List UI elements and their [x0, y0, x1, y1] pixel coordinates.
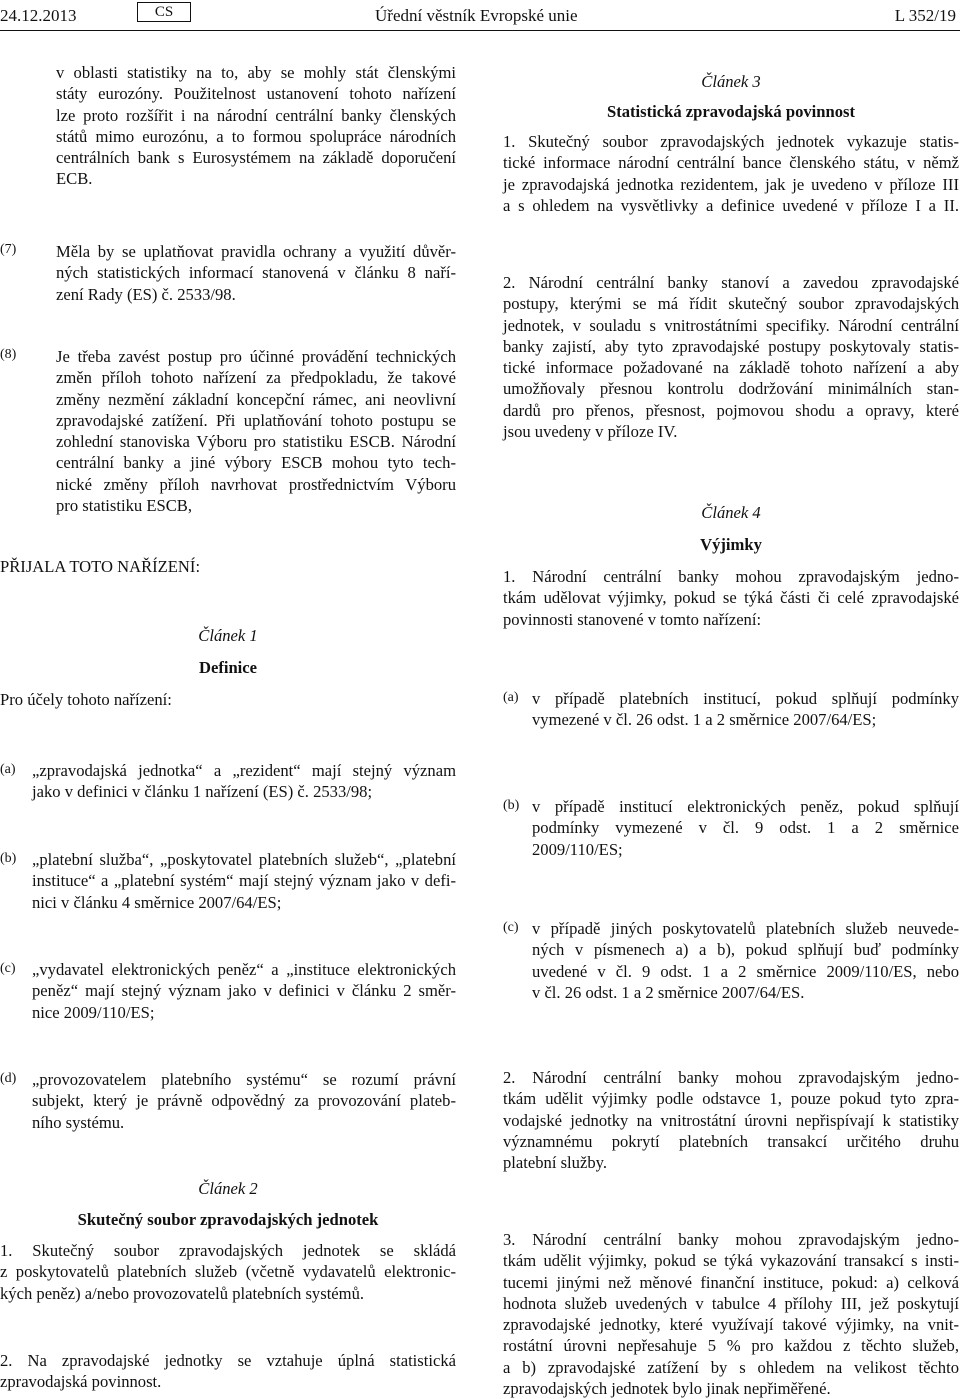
recital-7-text-line: Měla by se uplatňovat pravidla ochrany a využití důvěr-: [56, 242, 456, 261]
header-page-number: L 352/19: [894, 6, 956, 25]
article-2-title: Skutečný soubor zpravodajských jednotek: [77, 1210, 379, 1229]
recital-8-text-line: změn příloh tohoto nařízení za předpokladu, že takové: [56, 368, 456, 388]
recital-8-text-line: změny nezmění základní koncepční rámec, ani neovlivní: [56, 389, 456, 409]
definition-d-text: [32, 1069, 456, 1133]
recital-8-text-line: nické změny příloh navrhovat prostřednictvím Výboru: [56, 474, 456, 494]
definition-c-label: (c): [0, 961, 16, 976]
article-4-paragraph-1-line: 1. Národní centrální banky mohou zpravodajským jedno-: [503, 567, 959, 586]
article-3-paragraph-2-line: tické informace požadované na základě tohoto nařízení a aby: [503, 358, 959, 378]
article-3-paragraph-1-line: je zpravodajská jednotka rezidentem, jak je uvedeno v příloze III: [503, 174, 959, 194]
article-3-paragraph-1-line: tické informace národní centrální bance členského státu, v němž: [503, 153, 959, 173]
intro-paragraph-line: států mimo eurozónu, a to formou spolupráce národních: [56, 126, 456, 146]
exemption-c-text: [532, 918, 959, 1003]
exemption-a-text-line: vymezené v čl. 26 odst. 1 a 2 směrnice 2007/64/ES;: [532, 710, 877, 730]
article-4-paragraph-2-line: 2. Národní centrální banky mohou zpravodajským jedno-: [503, 1068, 959, 1087]
header-journal: Úřední věstník Evropské unie: [375, 6, 578, 25]
article-2-paragraph-1-line: 1. Skutečný soubor zpravodajských jednotek se skládá: [0, 1241, 456, 1260]
article-3-paragraph-2-line: umožňovaly přesnou kontrolu dodržování minimálních stan-: [503, 379, 959, 399]
definition-b-text-line: instituce“ a „platební systém“ mají stejný význam jako v defi-: [32, 871, 456, 891]
exemption-b-text-line: v případě institucí elektronických peněz, pokud splňují: [532, 797, 959, 816]
exemption-c-text-line: uvedené v čl. 9 odst. 1 a 2 směrnice 2009/110/ES, nebo: [532, 961, 959, 981]
article-3-paragraph-2-line: jsou uvedeny v příloze IV.: [503, 422, 678, 442]
exemption-c-text-line: v případě jiných poskytovatelů platebních služeb neuvede-: [532, 919, 959, 938]
definition-a-text: [32, 760, 456, 803]
recital-8-label: (8): [0, 347, 17, 362]
exemption-c-text-line: v čl. 26 odst. 1 a 2 směrnice 2007/64/ES.: [532, 982, 805, 1002]
recital-8-text-line: zohlední stanoviska Výboru pro statistiku ESCB. Národní: [56, 432, 456, 452]
article-3-paragraph-1-line: 1. Skutečný soubor zpravodajských jednotek vykazuje statis-: [503, 132, 959, 151]
intro-paragraph: [56, 62, 456, 190]
recital-7-text-line: zení Rady (ES) č. 2533/98.: [56, 284, 236, 304]
article-3-paragraph-2-line: dardů pro přenos, přesnost, pojmovou shodu a opravy, které: [503, 400, 959, 420]
definition-c-text: [32, 959, 456, 1023]
article-2-paragraph-2: [0, 1350, 456, 1393]
recital-8-text-line: pro statistiku ESCB,: [56, 496, 192, 516]
page-header: [0, 2, 960, 30]
article-2-paragraph-1-line: z poskytovatelů platebních služeb (včetně vydavatelů elektronic-: [0, 1262, 456, 1282]
recital-8-text-line: Je třeba zavést postup pro účinné provádění technických: [56, 347, 456, 366]
article-2-paragraph-2-line: zpravodajská povinnost.: [0, 1372, 162, 1392]
definition-a-text-line: „zpravodajská jednotka“ a „rezident“ mají stejný význam: [32, 761, 456, 780]
article-2-label: Článek 2: [198, 1179, 258, 1198]
article-4-paragraph-3-line: zpravodajské jednotky, které využívají takové výjimky, na vnit-: [503, 1315, 959, 1335]
article-2-paragraph-1: [0, 1240, 456, 1304]
article-3-title: Statistická zpravodajská povinnost: [606, 102, 856, 121]
header-date: 24.12.2013: [0, 6, 77, 25]
exemption-b-text-line: 2009/110/ES;: [532, 839, 623, 859]
article-4-paragraph-3-line: tkám udělit výjimky, pokud se týká vykazování transakcí s insti-: [503, 1251, 959, 1271]
exemption-b-label: (b): [503, 798, 520, 813]
intro-paragraph-line: v oblasti statistiky na to, aby se mohly stát členskými: [56, 63, 456, 82]
definition-b-text: [32, 849, 456, 913]
exemption-a-label: (a): [503, 690, 519, 705]
definition-c-text-line: „vydavatel elektronických peněz“ a „instituce elektronických: [32, 960, 456, 979]
article-4-paragraph-1-line: povinnosti stanovené v tomto nařízení:: [503, 609, 762, 629]
definition-a-label: (a): [0, 762, 16, 777]
definition-c-text-line: peněz“ mají stejný význam jako v definici v článku 2 směr-: [32, 981, 456, 1001]
article-4-label: Článek 4: [701, 503, 761, 522]
header-rule: [0, 30, 960, 31]
recital-8-text: [56, 346, 456, 516]
exemption-c-text-line: ných v písmenech a) a b), pokud splňují buď podmínky: [532, 940, 959, 960]
definition-d-text-line: „provozovatelem platebního systému“ se rozumí právní: [32, 1070, 456, 1089]
article-4-paragraph-3-line: hodnota služeb uvedených v tabulce 4 přílohy III, jež poskytují: [503, 1293, 959, 1313]
definition-b-label: (b): [0, 851, 17, 866]
article-4-paragraph-1-line: tkám udělovat výjimky, pokud se týká části či celé zpravodajské: [503, 588, 959, 608]
intro-paragraph-line: centrálních bank s Eurosystémem na základě doporučení: [56, 148, 456, 168]
exemption-b-text-line: podmínky vymezené v čl. 9 odst. 1 a 2 směrnice: [532, 818, 959, 838]
definition-d-text-line: ního systému.: [32, 1112, 125, 1132]
recital-7-label: (7): [0, 242, 17, 257]
definition-c-text-line: nice 2009/110/ES;: [32, 1002, 155, 1022]
article-4-paragraph-3-line: 3. Národní centrální banky mohou zpravodajským jedno-: [503, 1230, 959, 1249]
article-3-paragraph-2-line: jednotek, v souladu s vnitrostátními specifiky. Národní centrální: [503, 315, 959, 335]
article-4-paragraph-2-line: významnému pokrytí platebních transakcí určitého druhu: [503, 1131, 959, 1151]
article-3-paragraph-2-line: 2. Národní centrální banky stanoví a zavedou zpravodajské: [503, 273, 959, 292]
article-4-paragraph-1: [503, 566, 959, 630]
article-4-paragraph-3-line: a b) zpravodajské zatížení by s ohledem na velikost těchto: [503, 1357, 959, 1377]
article-2-paragraph-1-line: kých peněz) a/nebo provozovatelů platebních systémů.: [0, 1283, 365, 1303]
exemption-a-text-line: v případě platebních institucí, pokud splňují podmínky: [532, 689, 959, 708]
article-4-paragraph-2-line: vodajské jednotky na vnitrostátní úrovni nepřispívají k statistiky: [503, 1110, 959, 1130]
article-3-paragraph-2-line: postupy, kterými se má řídit skutečný soubor zpravodajských: [503, 294, 959, 314]
definition-b-text-line: nici v článku 4 směrnice 2007/64/ES;: [32, 892, 282, 912]
article-3-paragraph-1-line: a s ohledem na vysvětlivky a definice uvedené v příloze I a II.: [503, 195, 959, 215]
exemption-b-text: [532, 796, 959, 860]
article-4-paragraph-2-line: platební služby.: [503, 1153, 607, 1173]
article-4-paragraph-3-line: tucemi jinými než měnové finanční instituce, pokud: a) celková: [503, 1272, 959, 1292]
article-4-paragraph-3-line: zpravodajských jednotek bylo jinak nepřiměřené.: [503, 1379, 831, 1399]
language-box: CS: [137, 2, 191, 22]
article-3-paragraph-1: [503, 131, 959, 216]
adopted-statement: PŘIJALA TOTO NAŘÍZENÍ:: [0, 557, 201, 576]
definition-d-label: (d): [0, 1071, 17, 1086]
article-4-paragraph-2: [503, 1067, 959, 1173]
definition-b-text-line: „platební služba“, „poskytovatel platebních služeb“, „platební: [32, 850, 456, 869]
definition-d-text-line: subjekt, který je právně odpovědný za provozování plateb-: [32, 1091, 456, 1111]
recital-7-text-line: ných statistických informací stanovená v článku 8 naří-: [56, 263, 456, 283]
recital-8-text-line: centrální banky a jiné výbory ESCB mohou tyto tech-: [56, 453, 456, 473]
article-1-label: Článek 1: [198, 626, 258, 645]
exemption-a-text: [532, 688, 959, 731]
article-3-paragraph-2: [503, 272, 959, 442]
article-3-paragraph-2-line: banky zajistí, aby tyto zpravodajské postupy poskytovaly statis-: [503, 336, 959, 356]
intro-paragraph-line: lze proto rozšířit i na národní centrální banky členských: [56, 105, 456, 125]
exemption-c-label: (c): [503, 920, 519, 935]
article-4-paragraph-3-line: rostátní úrovni nepřesahuje 5 % pro každou z těchto služeb,: [503, 1336, 959, 1356]
article-1-intro: Pro účely tohoto nařízení:: [0, 690, 172, 709]
recital-7-text: [56, 241, 456, 305]
definition-a-text-line: jako v definici v článku 1 nařízení (ES) č. 2533/98;: [32, 782, 373, 802]
article-4-paragraph-3: [503, 1229, 959, 1399]
intro-paragraph-line: ECB.: [56, 169, 93, 189]
article-4-title: Výjimky: [700, 535, 762, 554]
article-2-paragraph-2-line: 2. Na zpravodajské jednotky se vztahuje úplná statistická: [0, 1351, 456, 1370]
article-3-label: Článek 3: [701, 72, 761, 91]
article-4-paragraph-2-line: tkám udělit výjimky podle odstavce 1, pouze pokud tyto zpra-: [503, 1089, 959, 1109]
intro-paragraph-line: státy eurozóny. Použitelnost ustanovení tohoto nařízení: [56, 84, 456, 104]
article-1-title: Definice: [198, 658, 258, 677]
recital-8-text-line: zpravodajské zatížení. Při uplatňování tohoto postupu se: [56, 410, 456, 430]
